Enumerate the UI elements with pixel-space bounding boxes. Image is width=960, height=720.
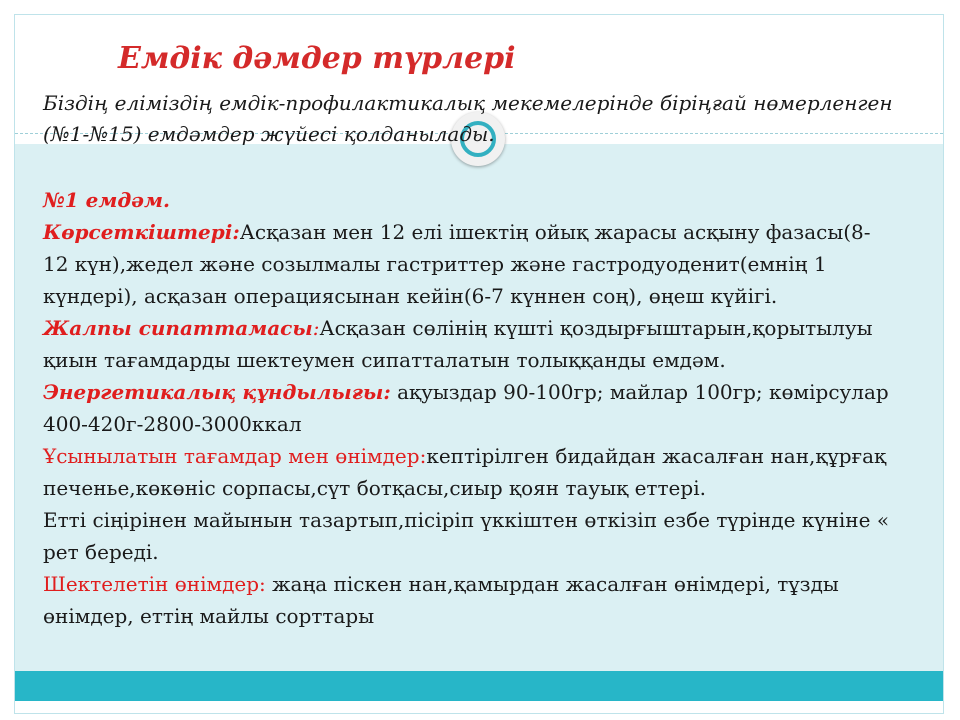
general-text: Асқазан сөлінің күшті қоздырғыштарын,қорытылуы қиын тағамдарды шектеумен сипатталатын толыққанды емдәм. (43, 316, 873, 372)
recommended-label: Ұсынылатын тағамдар мен өнімдер: (43, 444, 427, 468)
energy-block (43, 376, 893, 440)
slide-title: Емдік дәмдер түрлері (118, 41, 516, 76)
energy-text: ақуыздар 90-100гр; майлар 100гр; көмірсулар 400-420г-2800-3000ккал (43, 380, 889, 436)
indications-label: Көрсеткіштері: (43, 220, 240, 244)
meat-preparation-text: Етті сіңірінен майынын тазартып,пісіріп үккіштен өткізіп езбе түрінде күніне « рет береді. (43, 508, 890, 564)
diet-description (43, 184, 893, 632)
general-label: Жалпы сипаттамасы (43, 316, 313, 340)
intro-paragraph: Біздің еліміздің емдік-профилактикалық мекемелерінде біріңғай нөмерленген (№1-№15) емдәмдер жүйесі қолданылады. (43, 91, 893, 146)
footer-bar (15, 671, 943, 701)
restricted-label: Шектелетін өнімдер: (43, 572, 266, 596)
restricted-block (43, 568, 893, 632)
recommended-text: кептірілген бидайдан жасалған нан,құрғақ печенье,көкөніс сорпасы,сүт ботқасы,сиыр қоян тауық еттері. (43, 444, 887, 500)
general-colon: : (312, 316, 320, 340)
indications-block (43, 216, 893, 312)
indications-text: Асқазан мен 12 елі ішектің ойық жарасы асқыну фазасы(8-12 күн),жедел және созылмалы гастриттер және гастродуоденит(емнің 1 күндері), асқазан операциясынан кейін(6-7 күннен соң), өңеш күйігі. (43, 220, 871, 308)
energy-label: Энергетикалық құндылығы: (43, 380, 391, 404)
diet-heading: №1 емдәм. (43, 188, 170, 212)
recommended-block (43, 440, 893, 504)
restricted-text: жаңа піскен нан,қамырдан жасалған өнімдері, тұзды өнімдер, еттің майлы сорттары (43, 572, 839, 628)
general-block (43, 312, 893, 376)
